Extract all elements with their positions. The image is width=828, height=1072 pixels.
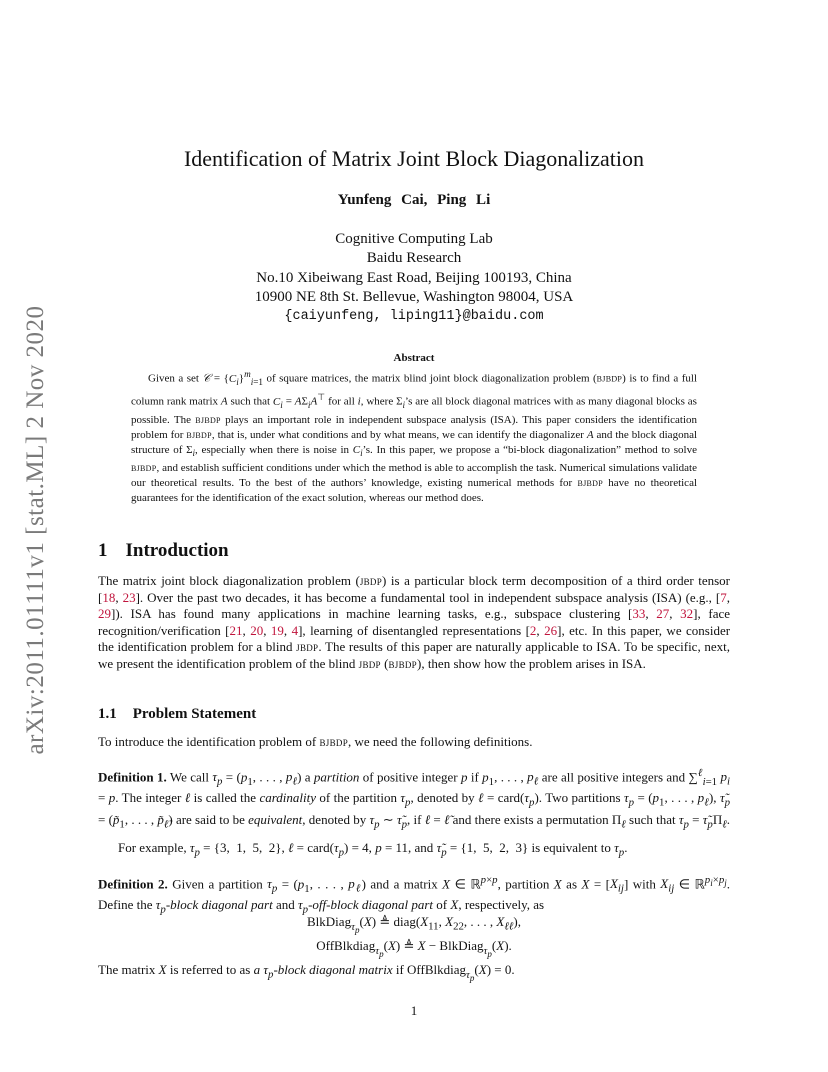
paper-authors: Yunfeng Cai, Ping Li bbox=[337, 192, 491, 208]
citation-link[interactable]: 26 bbox=[544, 622, 558, 638]
section-1-number: 1 bbox=[98, 540, 108, 561]
subsection-1-1-title: Problem Statement bbox=[132, 706, 257, 722]
section-1-heading bbox=[98, 540, 229, 562]
affiliation-email: {caiyunfeng, liping11}@baidu.com bbox=[284, 309, 544, 325]
arxiv-identifier-stamp: arXiv:2011.01111v1 [stat.ML] 2 Nov 2020 bbox=[22, 305, 49, 755]
introduction-paragraph: The matrix joint block diagonalization problem (jbdp) is a particular block term decomposition of a third order tensor [18, 23]. Over the past two decades, it has become a fundamental tool in independent subspace analysis (ISA) (e.g., [7, 29]). ISA has found many applications in machine learning tasks, e.g., subspace clustering [33, 27, 32], face recognition/verification [21, 20, 19, 4], learning of disentangled representations [2, 26], etc. In this paper, we consider the identification problem for a blind jbdp. The results of this paper are naturally applicable to ISA. To be specific, next, we present the identification problem of the blind jbdp (bjbdp), then show how the problem arises in ISA. bbox=[98, 573, 731, 671]
partition-example: For example, $\tau_p = \{3$, 1, 5, 2}, ℓ = $card(\tau_p) = 4$, p = 11, and $\taũ_p = \{1$, 5, 2, 3} is equivalent to $\tau_p$. bbox=[118, 840, 628, 859]
paper-title: Identification of Matrix Joint Block Diagonalization bbox=[183, 146, 645, 171]
subsection-1-1-heading bbox=[98, 706, 256, 723]
page-number: 1 bbox=[410, 1003, 418, 1018]
equation-offblkdiag: OffBlkdiag$_{\tau_p}$(X) ≜ X − BlkDiag$_{\tau_p}$(X). bbox=[316, 938, 512, 959]
affiliation-lab: Cognitive Computing Lab bbox=[335, 231, 493, 247]
abstract-body: Given a set 𝒞 = $\{C_i\}^m_{i=1}$ of square matrices, the matrix blind joint block diagonalization problem (bjbdp) is to find a full column rank matrix A such that $C_i = A\Sigma_iA^⊤$ for all i, where $\Sigma_i’s$ are all block diagonal matrices with as many diagonal blocks as possible. The bjbdp plays an important role in independent subspace analysis (ISA). This paper considers the identification problem for bjbdp, that is, under what conditions and by what means, we can identify the diagonalizer A and the block diagonal structure of $\Sigma_i$, especially when there is noise in $C_i’s$. In this paper, we propose a “bi-block diagonalization” method to solve bjbdp, and establish sufficient conditions under which the method is able to accomplish the task. Numerical simulations validate our theoretical results. To the best of the authors’ knowledge, existing numerical methods for bjbdp have no theoretical guarantees for the identification of the exact solution, whereas our method does. bbox=[131, 369, 698, 504]
citation-link[interactable]: 4 bbox=[291, 622, 299, 638]
subsection-1-1-number: 1.1 bbox=[98, 706, 117, 722]
equation-blkdiag: BlkDiag$_{\tau_p}$(X) ≜ $diag(X_{11}$, $X_{22}$, . . . , $X_{\ell\ell}$), bbox=[307, 914, 521, 935]
affiliation-address-1: No.10 Xibeiwang East Road, Beijing 100193, China bbox=[256, 269, 572, 286]
section-1-title: Introduction bbox=[125, 540, 229, 561]
definitions-intro-sentence: To introduce the identification problem of bjbdp, we need the following definitions. bbox=[98, 734, 533, 749]
citation-link[interactable]: 2 bbox=[529, 622, 537, 638]
definition-2-closing: The matrix X is referred to as a $\tau_p$-block diagonal matrix if OffBlkdiag$_{\tau_p}$(X) = 0. bbox=[98, 962, 515, 983]
citation-link[interactable]: 18 bbox=[102, 589, 116, 605]
citation-link[interactable]: 27 bbox=[656, 606, 670, 621]
definition-1: Definition 1. We call $\tau_p = (p_1$, . . . , $p_\ell$) a partition of positive integer p if $p_1$, . . . , $p_\ell$ are all positive integers and ∑$^\ell_{i=1}$ $p_i = p$. The integer ℓ is called the cardinality of the partition $\tau_p$, denoted by ℓ = $card(\tau_p)$. Two partitions $\tau_p = (p_1$, . . . , $p_\ell$), $\taũ_p$ = ($p̃_1$, . . . , $p̃_{\ell̃}$) are said to be equivalent, denoted by $\tau_p$ ∼ $\taũ_p$, if ℓ = ℓ̃ and there exists a permutation $\Pi_\ell$ such that $\tau_p$ = $\taũ_p\Pi_\ell$. bbox=[98, 767, 731, 831]
citation-link[interactable]: 20 bbox=[250, 622, 264, 638]
citation-link[interactable]: 33 bbox=[632, 606, 646, 621]
citation-link[interactable]: 23 bbox=[122, 589, 136, 605]
definition-2: Definition 2. Given a partition $\tau_p = (p_1$, . . . , $p_\ell$) and a matrix X ∈ ℝ$^{p\times p}$, partition X as $X = [X_{ij}]$ with $X_{ij}$ ∈ ℝ$^{p_i\times p_j}$. Define the $\tau_p$-block diagonal part and $\tau_p-off$-block diagonal part of X, respectively, as bbox=[98, 874, 730, 917]
abstract-heading: Abstract bbox=[393, 352, 435, 364]
definition-1-label: Definition 1. bbox=[98, 769, 167, 785]
citation-link[interactable]: 7 bbox=[720, 589, 727, 605]
affiliation-block bbox=[0, 230, 828, 326]
citation-link[interactable]: 19 bbox=[270, 622, 284, 638]
affiliation-address-2: 10900 NE 8th St. Bellevue, Washington 98004, USA bbox=[254, 288, 574, 305]
affiliation-org: Baidu Research bbox=[366, 250, 462, 267]
citation-link[interactable]: 32 bbox=[680, 606, 694, 621]
citation-link[interactable]: 21 bbox=[229, 622, 243, 638]
definition-2-label: Definition 2. bbox=[98, 876, 168, 892]
citation-link[interactable]: 29 bbox=[98, 606, 111, 621]
